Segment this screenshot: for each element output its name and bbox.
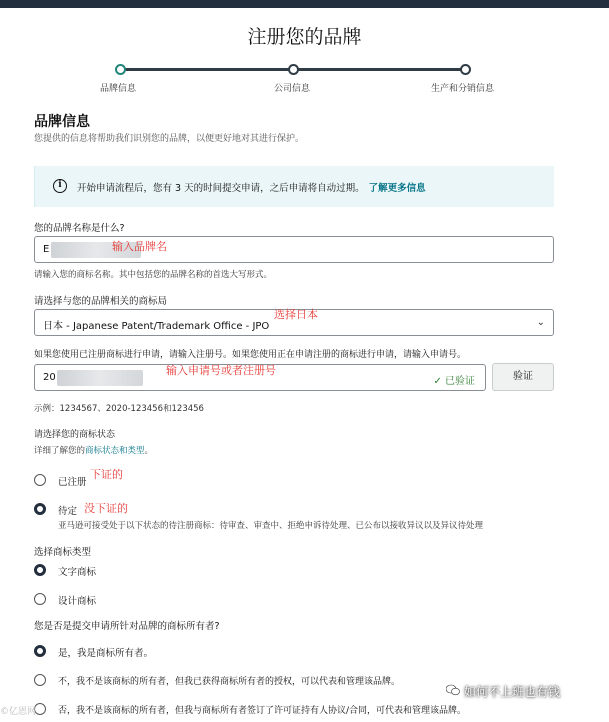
brand-name-hint: 请输入您的商标名称。其中包括您的品牌名称的首选大写形式。: [34, 270, 273, 280]
verified-status: ✓ 已验证: [433, 376, 475, 387]
trademark-status-link[interactable]: 商标状态和类型: [85, 446, 145, 456]
radio-pending[interactable]: [34, 503, 46, 515]
alert-text: 开始申请流程后，您有 3 天的时间提交申请，之后申请将自动过期。: [77, 183, 365, 194]
radio-owner-yes-label: 是，我是商标所有者。: [58, 648, 154, 659]
registration-number-example: 示例：1234567、2020-123456和123456: [34, 404, 204, 414]
annotation-select-japan: 选择日本: [274, 308, 318, 321]
radio-owner-licensee-label: 否，我不是该商标的所有者，但我与商标所有者签订了许可证持有人协议/合同，可代表和管理该品牌。: [58, 706, 467, 716]
radio-registered[interactable]: [34, 474, 46, 486]
annotation-pending: 没下证的: [84, 502, 128, 515]
trademark-status-help-suffix: 。: [144, 446, 154, 456]
annotation-registered: 下证的: [90, 468, 123, 481]
step-3-dot: [460, 64, 471, 75]
trademark-office-value: 日本 - Japanese Patent/Trademark Office - JPO: [43, 321, 270, 332]
trademark-status-help: [34, 444, 153, 456]
registration-number-label: 如果您使用已注册商标进行申请，请输入注册号。如果您使用正在申请注册的商标进行申请，请输入申请号。: [34, 350, 467, 360]
trademark-status-help-text: 详细了解您的: [34, 446, 86, 456]
radio-pending-label: 待定: [58, 506, 78, 517]
chevron-down-icon: ⌄: [536, 317, 545, 328]
redacted-registration-number: [57, 370, 143, 386]
registration-number-value: 20: [43, 372, 56, 383]
step-2-dot: [288, 64, 299, 75]
watermark-right-text: 如何不上班也有钱: [464, 685, 561, 699]
brand-name-label: 您的品牌名称是什么?: [34, 223, 125, 234]
top-bar: [0, 0, 609, 8]
radio-design-mark[interactable]: [34, 593, 46, 605]
radio-owner-yes[interactable]: [34, 645, 46, 657]
watermark-left: ©亿恩网: [0, 707, 37, 717]
info-icon: i: [53, 179, 67, 193]
trademark-status-label: 请选择您的商标状态: [34, 430, 116, 440]
learn-more-link[interactable]: 了解更多信息: [368, 183, 426, 194]
owner-question-label: 您是否是提交申请所针对品牌的商标所有者?: [34, 621, 220, 632]
radio-word-mark-label: 文字商标: [58, 567, 97, 578]
radio-owner-authorized-label: 不，我不是该商标的所有者，但我已获得商标所有者的授权，可以代表和管理该品牌。: [58, 677, 401, 687]
step-3-label: 生产和分销信息: [431, 84, 495, 94]
step-2-label: 公司信息: [274, 84, 311, 94]
radio-design-mark-label: 设计商标: [58, 596, 97, 607]
page-title: 注册您的品牌: [247, 26, 362, 48]
annotation-registration-number: 输入申请号或者注册号: [166, 364, 276, 377]
radio-registered-label: 已注册: [58, 477, 87, 488]
brand-name-value: E: [43, 244, 50, 255]
info-alert: [34, 166, 554, 207]
wechat-icon: [446, 684, 460, 696]
step-1-label: 品牌信息: [100, 84, 137, 94]
annotation-brand-name: 输入品牌名: [112, 240, 167, 253]
section-description: 您提供的信息将帮助我们识别您的品牌，以便更好地对其进行保护。: [34, 134, 305, 144]
pending-description: 亚马逊可接受处于以下状态的待注册商标：待审查、审查中、拒绝申诉待处理、已公布以接收异议以及异议待处理: [58, 521, 484, 531]
verify-button[interactable]: 验证: [492, 363, 554, 391]
radio-word-mark[interactable]: [34, 564, 46, 576]
radio-owner-authorized[interactable]: [34, 674, 46, 686]
trademark-office-label: 请选择与您的品牌相关的商标局: [34, 296, 168, 307]
section-title: 品牌信息: [34, 114, 90, 130]
trademark-type-label: 选择商标类型: [34, 547, 92, 558]
watermark-right: [446, 683, 560, 700]
step-1-dot: [115, 64, 126, 75]
